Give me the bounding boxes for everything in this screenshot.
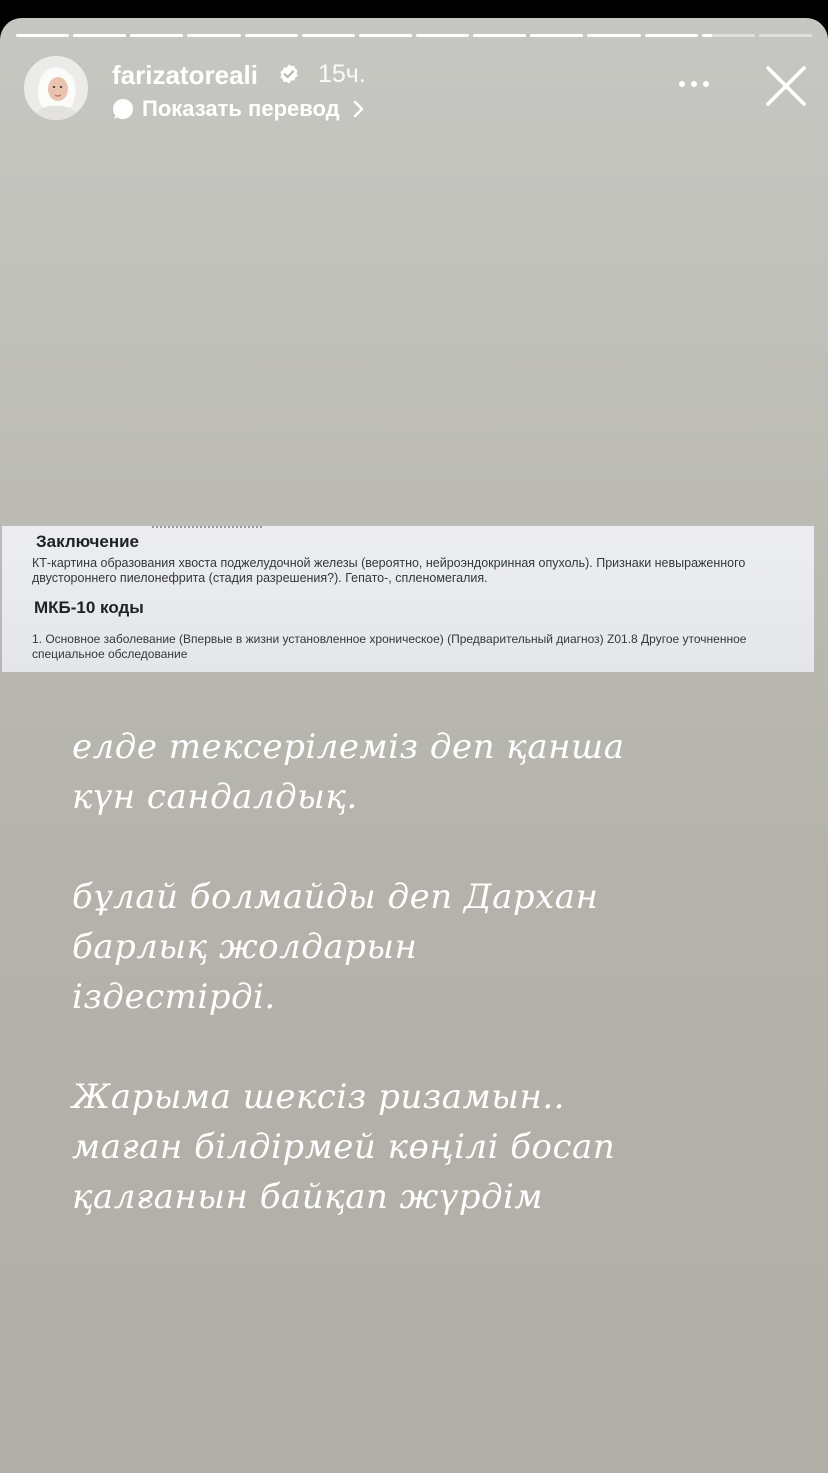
verified-badge-icon <box>278 63 300 85</box>
paper-edge <box>152 526 262 530</box>
progress-segment <box>702 34 755 37</box>
progress-fill <box>73 34 126 37</box>
caption-line: күн сандалдық. <box>72 777 358 817</box>
caption-line: бұлай болмайды деп Дархан <box>72 877 599 917</box>
progress-fill <box>645 34 698 37</box>
progress-segment <box>359 34 412 37</box>
medical-document-photo <box>2 526 814 672</box>
avatar-icon <box>24 56 88 120</box>
document-conclusion-text: КТ-картина образования хвоста поджелудочной железы (вероятно, нейроэндокринная опухоль). Признаки невыраженного двустороннего пиелонефрита (стадия разрешения?). Гепато-, спленомегалия. <box>32 556 746 585</box>
show-translation-button[interactable] <box>112 94 364 124</box>
progress-segment <box>587 34 640 37</box>
show-translation-label: Показать перевод <box>142 96 340 121</box>
story-caption <box>72 722 692 1272</box>
progress-fill <box>587 34 640 37</box>
more-options-icon[interactable] <box>676 76 712 92</box>
caption-line: маған білдірмей көңілі босап <box>72 1127 616 1167</box>
progress-fill <box>302 34 355 37</box>
translate-bubble-icon <box>112 98 134 120</box>
document-codes-item: 1. Основное заболевание (Впервые в жизни установленное хроническое) (Предварительный диагноз) Z01.8 Другое уточненное специальное обследование <box>32 632 747 661</box>
story-timestamp: 15ч. <box>318 60 366 88</box>
caption-line: елде тексерілеміз деп қанша <box>72 727 625 767</box>
caption-paragraph <box>72 872 692 1022</box>
progress-fill <box>359 34 412 37</box>
progress-segment <box>473 34 526 37</box>
progress-segment <box>759 34 812 37</box>
progress-segment <box>73 34 126 37</box>
caption-paragraph <box>72 1072 692 1222</box>
caption-line: Жарыма шексіз ризамын.. <box>72 1077 565 1117</box>
progress-fill <box>530 34 583 37</box>
caption-line: іздестірді. <box>72 977 276 1017</box>
caption-line: барлық жолдарын <box>72 927 418 967</box>
progress-segment <box>416 34 469 37</box>
progress-segment <box>245 34 298 37</box>
caption-line: қалғанын байқап жүрдім <box>72 1177 544 1217</box>
progress-segment <box>16 34 69 37</box>
caption-paragraph <box>72 722 692 822</box>
chevron-right-icon <box>352 100 364 118</box>
story-header <box>24 56 808 120</box>
progress-segment <box>302 34 355 37</box>
progress-fill <box>245 34 298 37</box>
progress-fill <box>187 34 240 37</box>
progress-fill <box>130 34 183 37</box>
document-heading: Заключение <box>36 532 139 551</box>
progress-fill <box>416 34 469 37</box>
username[interactable]: farizatoreali <box>112 60 258 90</box>
progress-segment <box>645 34 698 37</box>
close-icon[interactable] <box>764 64 808 108</box>
story-viewer[interactable] <box>0 18 828 1473</box>
story-progress-bar <box>16 34 812 37</box>
profile-avatar[interactable] <box>24 56 88 120</box>
progress-fill <box>473 34 526 37</box>
progress-fill <box>16 34 69 37</box>
document-codes-heading: МКБ-10 коды <box>34 598 144 617</box>
progress-segment <box>530 34 583 37</box>
progress-segment <box>187 34 240 37</box>
progress-segment <box>130 34 183 37</box>
progress-fill <box>702 34 713 37</box>
